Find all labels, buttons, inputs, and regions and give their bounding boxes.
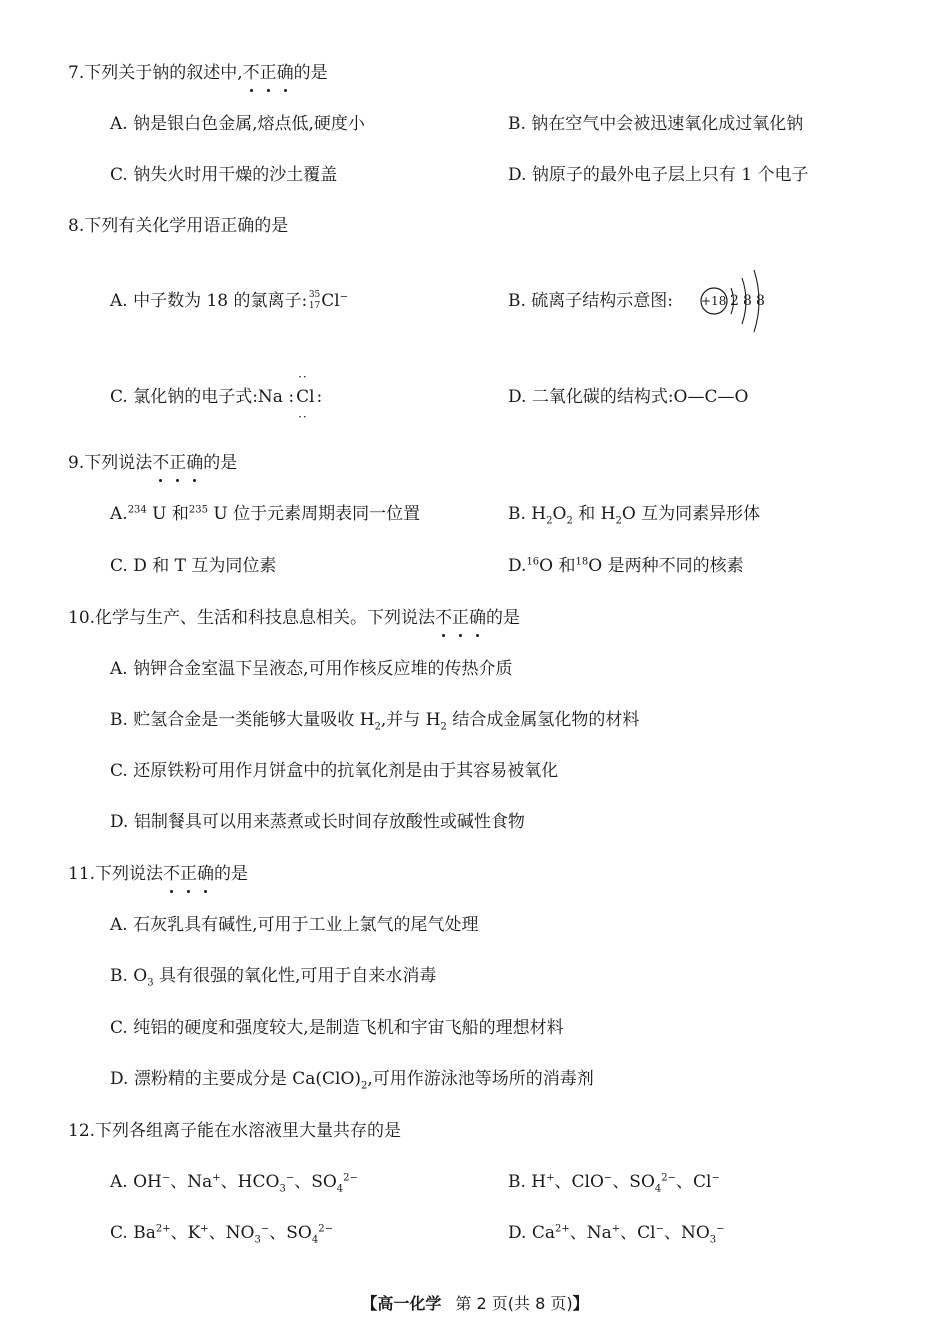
question-12-option-d: D. $Ca^{2+}$、Na+、Cl−、$NO_3^-$ xyxy=(508,1223,725,1246)
question-10-option-c: C. 还原铁粉可用作月饼盒中的抗氧化剂是由于其容易被氧化 xyxy=(110,761,559,781)
question-11-option-b: B. $O_3$ 具有很强的氧化性,可用于自来水消毒 xyxy=(110,966,437,989)
question-8-option-d: D. 二氧化碳的结构式:O—C—O xyxy=(508,387,749,407)
question-8-option-a: A. 中子数为 18 的氯离子: 35 17 Cl− xyxy=(110,290,349,311)
question-10-option-d: D. 铝制餐具可以用来蒸煮或长时间存放酸性或碱性食物 xyxy=(110,812,525,832)
nucleus-charge: +18 xyxy=(701,294,727,308)
question-9-stem: 9.下列说法不正确的是 xyxy=(68,453,238,473)
sulfide-ion-structure-diagram xyxy=(698,266,778,336)
question-7-option-d: D. 钠原子的最外电子层上只有 1 个电子 xyxy=(508,165,809,185)
question-9-option-a: A.$^{234}$ U 和$^{235}$ U 位于元素周期表同一位置 xyxy=(110,504,421,524)
page-footer: 【高一化学 第 2 页(共 8 页)】 xyxy=(361,1294,589,1313)
chlorine-isotope-notation: 35 17 xyxy=(308,290,321,311)
question-12-option-b: B. H+、ClO−、$SO_4^{2-}$、Cl− xyxy=(508,1172,720,1195)
question-7-option-c: C. 钠失火时用干燥的沙土覆盖 xyxy=(110,165,338,185)
question-11-option-c: C. 纯铝的硬度和强度较大,是制造飞机和宇宙飞船的理想材料 xyxy=(110,1018,564,1038)
question-7-option-a: A. 钠是银白色金属,熔点低,硬度小 xyxy=(110,114,365,134)
question-9-option-b: B. $H_2O_2$ 和 $H_2O$ 互为同素异形体 xyxy=(508,504,761,527)
shell-2-electrons: 8 xyxy=(743,293,752,309)
question-10-stem: 10.化学与生产、生活和科技息息相关。下列说法不正确的是 xyxy=(68,608,521,628)
question-12-option-a: A. OH−、Na+、$HCO_3^-$、$SO_4^{2-}$ xyxy=(110,1172,358,1195)
question-7-option-b: B. 钠在空气中会被迅速氧化成过氧化钠 xyxy=(508,114,804,134)
question-8-option-b: B. 硫离子结构示意图: xyxy=(508,291,674,311)
question-11-option-d: D. 漂粉精的主要成分是 $Ca(ClO)_2$,可用作游泳池等场所的消毒剂 xyxy=(110,1069,594,1092)
question-11-stem: 11.下列说法不正确的是 xyxy=(68,864,249,884)
question-12-stem: 12.下列各组离子能在水溶液里大量共存的是 xyxy=(68,1121,402,1141)
question-8-stem: 8.下列有关化学用语正确的是 xyxy=(68,216,289,236)
question-8-option-c: C. 氯化钠的电子式:Na : ·· Cl ·· : xyxy=(110,370,323,424)
footer-subject: 高一化学 xyxy=(377,1294,442,1313)
chlorine-lewis-symbol: ·· Cl ·· xyxy=(296,370,315,424)
question-7-stem: 7.下列关于钠的叙述中,不正确的是 xyxy=(68,63,328,83)
footer-page-number: 第 2 页(共 8 页) xyxy=(455,1294,573,1313)
question-9-option-d: D.$^{16}$O 和$^{18}$O 是两种不同的核素 xyxy=(508,556,744,576)
question-12-option-c: C. $Ba^{2+}$、K+、$NO_3^-$、$SO_4^{2-}$ xyxy=(110,1223,333,1246)
question-10-option-b: B. 贮氢合金是一类能够大量吸收 $H_2$,并与 $H_2$ 结合成金属氢化物的材料 xyxy=(110,710,640,733)
shell-1-electrons: 2 xyxy=(730,293,739,309)
question-10-option-a: A. 钠钾合金室温下呈液态,可用作核反应堆的传热介质 xyxy=(110,659,513,679)
question-9-option-c: C. D 和 T 互为同位素 xyxy=(110,556,277,576)
shell-3-electrons: 8 xyxy=(756,293,765,309)
question-11-option-a: A. 石灰乳具有碱性,可用于工业上氯气的尾气处理 xyxy=(110,915,479,935)
